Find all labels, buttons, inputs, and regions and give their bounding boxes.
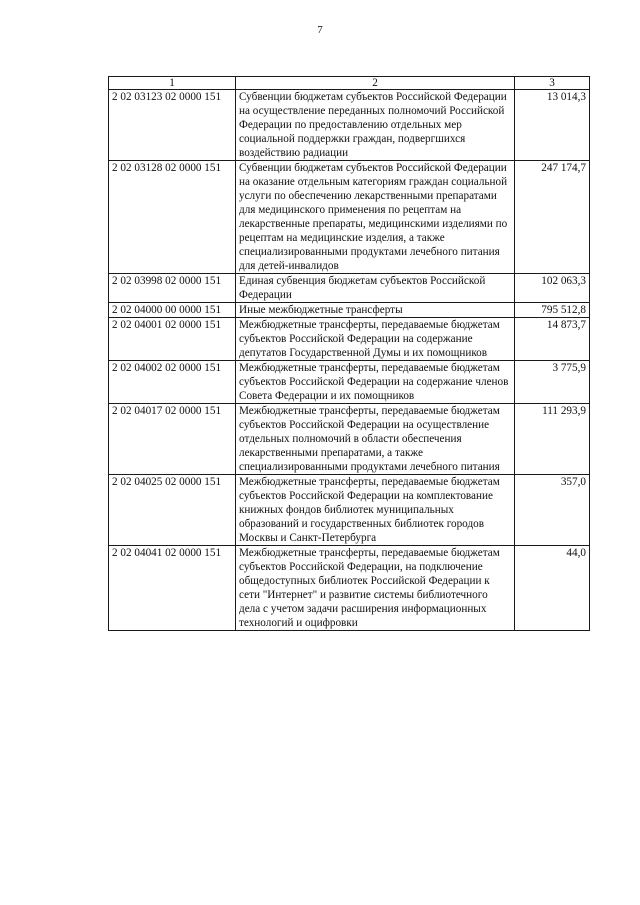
page-number: 7 (317, 24, 323, 36)
amount: 44,0 (515, 546, 590, 631)
table-row (109, 161, 590, 274)
amount: 3 775,9 (515, 361, 590, 404)
table-row (109, 318, 590, 361)
table-row (109, 404, 590, 475)
table-row (109, 303, 590, 318)
revenue-description: Межбюджетные трансферты, передаваемые бюджетам субъектов Российской Федерации на содержание депутатов Государственной Думы и их помощников (236, 318, 515, 361)
amount: 102 063,3 (515, 274, 590, 303)
revenue-description: Единая субвенция бюджетам субъектов Российской Федерации (236, 274, 515, 303)
column-header-amount: 3 (515, 77, 590, 90)
column-header-name: 2 (236, 77, 515, 90)
revenue-description: Субвенции бюджетам субъектов Российской Федерации на оказание отдельным категориям граждан социальной услуги по обеспечению лекарственными препаратами для медицинского применения по рецептам на лекарственные препараты, медицинскими изделиями по рецептам на медицинские изделия, а также специализированными продуктами лечебного питания для детей-инвалидов (236, 161, 515, 274)
table-row (109, 90, 590, 161)
amount: 13 014,3 (515, 90, 590, 161)
budget-code: 2 02 04002 02 0000 151 (109, 361, 236, 404)
budget-code: 2 02 04000 00 0000 151 (109, 303, 236, 318)
budget-code: 2 02 04017 02 0000 151 (109, 404, 236, 475)
revenue-description: Межбюджетные трансферты, передаваемые бюджетам субъектов Российской Федерации на осуществление отдельных полномочий в области обеспечения лекарственными препаратами, а также специализированными продуктами лечебного питания (236, 404, 515, 475)
table-header-row (109, 77, 590, 90)
revenue-description: Иные межбюджетные трансферты (236, 303, 515, 318)
revenue-description: Межбюджетные трансферты, передаваемые бюджетам субъектов Российской Федерации, на подключение общедоступных библиотек Российской Федерации к сети "Интернет" и развитие системы библиотечного дела с учетом задачи расширения информационных технологий и оцифровки (236, 546, 515, 631)
budget-code: 2 02 03123 02 0000 151 (109, 90, 236, 161)
table-row (109, 475, 590, 546)
budget-code: 2 02 03128 02 0000 151 (109, 161, 236, 274)
table-row (109, 361, 590, 404)
budget-code: 2 02 04025 02 0000 151 (109, 475, 236, 546)
table-row (109, 274, 590, 303)
amount: 247 174,7 (515, 161, 590, 274)
revenue-description: Межбюджетные трансферты, передаваемые бюджетам субъектов Российской Федерации на комплектование книжных фондов библиотек муниципальных образований и государственных библиотек городов Москвы и Санкт-Петербурга (236, 475, 515, 546)
amount: 357,0 (515, 475, 590, 546)
budget-code: 2 02 03998 02 0000 151 (109, 274, 236, 303)
amount: 795 512,8 (515, 303, 590, 318)
budget-revenue-table (108, 76, 590, 631)
revenue-description: Субвенции бюджетам субъектов Российской Федерации на осуществление переданных полномочий Российской Федерации по предоставлению отдельных мер социальной поддержки граждан, подвергшихся воздействию радиации (236, 90, 515, 161)
amount: 14 873,7 (515, 318, 590, 361)
budget-code: 2 02 04001 02 0000 151 (109, 318, 236, 361)
revenue-description: Межбюджетные трансферты, передаваемые бюджетам субъектов Российской Федерации на содержание членов Совета Федерации и их помощников (236, 361, 515, 404)
table-row (109, 546, 590, 631)
budget-code: 2 02 04041 02 0000 151 (109, 546, 236, 631)
column-header-code: 1 (109, 77, 236, 90)
amount: 111 293,9 (515, 404, 590, 475)
